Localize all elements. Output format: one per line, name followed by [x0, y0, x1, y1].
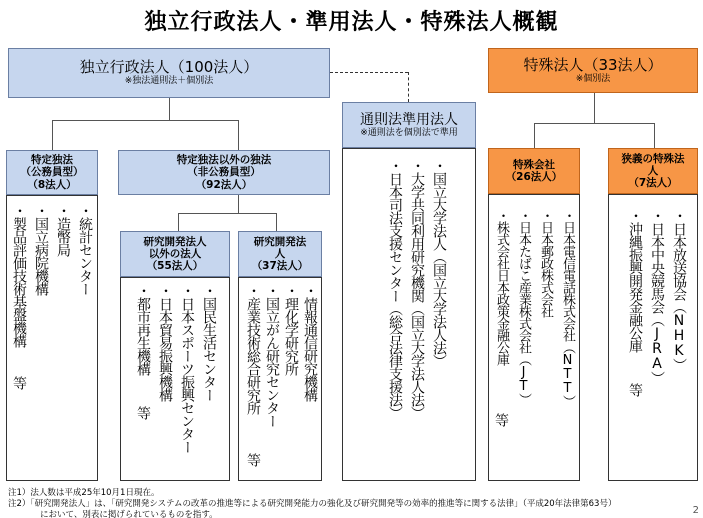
- non-specific-title: 特定独法以外の独法: [176, 154, 272, 167]
- non-rd-count: （55法人）: [146, 260, 204, 273]
- connector-dashed-quasi-h: [330, 72, 408, 73]
- specific-type: （公務員型）: [20, 166, 84, 179]
- note-1: 注1）法人数は平成25年10月1日現在。: [8, 488, 160, 498]
- specific-header: [6, 150, 98, 195]
- special-subtitle: ※個別法: [575, 73, 611, 84]
- connector-to-non-rd: [178, 213, 179, 231]
- independent-header: [8, 48, 330, 98]
- page-title: 独立行政法人・準用法人・特殊法人概観: [144, 10, 559, 35]
- narrow-item-1: ・日本放送協会（NHK）: [671, 209, 687, 371]
- page-number: 2: [692, 505, 699, 516]
- specific-item-4: ・製品評価技術基盤機構: [11, 204, 27, 347]
- note-3: において、別表に掲げられているものを指す。: [40, 510, 218, 518]
- quasi-header: [342, 102, 476, 148]
- specific-item-3: ・国立病院機構: [33, 204, 49, 295]
- quasi-item-3: ・日本司法支援センター（総合法律支援法）: [387, 159, 403, 419]
- company-title: 特殊会社: [513, 158, 555, 171]
- non-rd-title-line1: 研究開発法人: [143, 235, 207, 248]
- rd-etc: 等: [245, 453, 261, 466]
- narrow-title-line1: 狭義の特殊法: [621, 152, 685, 165]
- note-2: 注2）「研究開発法人」は、「研究開発システムの改革の推進等による研究開発能力の強化及び研究開発等の効率的推進等に関する法律」（平成20年法律第63号）: [8, 499, 617, 509]
- narrow-etc: 等: [627, 383, 643, 396]
- non-specific-header: [118, 150, 330, 195]
- connector-to-specific: [52, 120, 53, 150]
- specific-item-2: ・造幣局: [55, 204, 71, 256]
- quasi-item-2: ・大学共同利用研究機関（国立大学法人法）: [409, 159, 425, 419]
- rd-item-4: ・産業技術総合研究所: [245, 284, 261, 414]
- rd-title-line2: 人: [274, 247, 286, 260]
- narrow-item-3: ・沖縄振興開発金融公庫: [627, 209, 643, 352]
- specific-panel: [6, 195, 98, 481]
- rd-item-3: ・国立がん研究センター: [264, 284, 280, 427]
- specific-count: （8法人）: [27, 178, 77, 191]
- company-item-1: ・日本電信電話株式会社（NTT）: [560, 209, 575, 407]
- non-specific-type: （非公務員型）: [187, 166, 261, 179]
- rd-panel: [238, 277, 322, 481]
- independent-title: 独立行政法人（100法人）: [79, 58, 259, 77]
- specific-item-1: ・統計センター: [77, 204, 93, 295]
- connector-non-specific-branch: [178, 213, 276, 214]
- quasi-title: 通則法準用法人: [360, 111, 458, 128]
- connector-dashed-quasi-v: [408, 72, 409, 102]
- company-item-4: ・株式会社日本政策金融公庫: [494, 209, 509, 365]
- company-count: （26法人）: [505, 171, 563, 183]
- specific-etc: 等: [11, 376, 27, 389]
- company-etc: 等: [493, 413, 509, 426]
- non-rd-panel: [120, 277, 230, 481]
- company-panel: [488, 194, 580, 481]
- connector-independent-branch: [52, 120, 238, 121]
- non-rd-item-4: ・都市再生機構: [135, 284, 151, 375]
- non-specific-count: （92法人）: [195, 178, 253, 191]
- special-title: 特殊法人（33法人）: [523, 55, 663, 74]
- connector-special-down: [594, 93, 595, 123]
- connector-special-branch: [534, 123, 654, 124]
- narrow-count: （7法人）: [628, 177, 678, 190]
- connector-to-company: [534, 123, 535, 148]
- specific-title: 特定独法: [31, 154, 73, 167]
- connector-independent-down: [169, 98, 170, 120]
- non-rd-title-line2: 以外の法人: [148, 247, 202, 260]
- company-item-2: ・日本郵政株式会社: [538, 209, 553, 317]
- independent-subtitle: ※独法通則法＋個別法: [124, 76, 214, 87]
- narrow-item-2: ・日本中央競馬会（JRA）: [649, 209, 665, 384]
- special-header: [488, 48, 698, 93]
- connector-to-rd: [276, 213, 277, 231]
- connector-to-narrow: [654, 123, 655, 148]
- non-rd-header: [120, 231, 230, 277]
- non-rd-item-1: ・国民生活センター: [201, 284, 217, 401]
- quasi-item-1: ・国立大学法人（国立大学法人法）: [431, 159, 447, 367]
- connector-non-specific-down: [238, 195, 239, 213]
- narrow-title-line2: 人: [647, 164, 659, 177]
- company-item-3: ・日本たばこ産業株式会社（JT）: [516, 209, 531, 405]
- narrow-header: [608, 148, 698, 194]
- non-rd-item-3: ・日本貿易振興機構: [157, 284, 173, 401]
- quasi-panel: [342, 148, 476, 481]
- rd-item-2: ・理化学研究所: [283, 284, 299, 375]
- rd-title-line1: 研究開発法: [253, 235, 307, 248]
- rd-header: [238, 231, 322, 277]
- company-header: [488, 148, 580, 194]
- quasi-subtitle: ※通則法を個別法で準用: [360, 127, 458, 138]
- non-rd-etc: 等: [135, 406, 151, 419]
- narrow-panel: [608, 194, 698, 481]
- connector-to-non-specific: [238, 120, 239, 150]
- rd-item-1: ・情報通信研究機構: [302, 284, 318, 401]
- non-rd-item-2: ・日本スポーツ振興センター: [179, 284, 195, 453]
- rd-count: （37法人）: [251, 260, 309, 273]
